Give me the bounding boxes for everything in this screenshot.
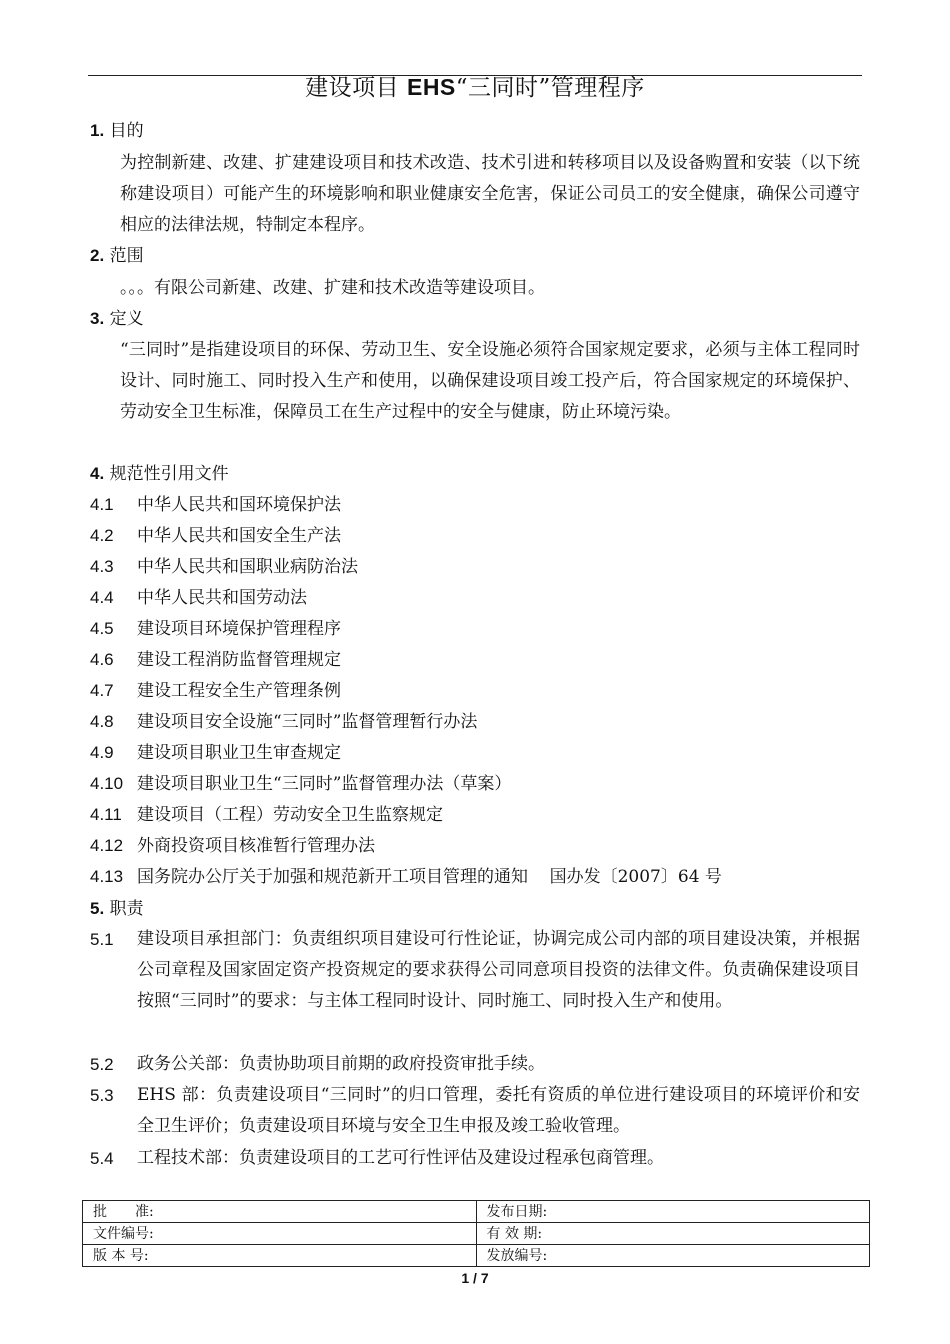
reference-item (90, 834, 375, 858)
responsibility-text: EHS 部：负责建设项目“三同时”的归口管理，委托有资质的单位进行建设项目的环境评价和安全卫生评价；负责建设项目环境与安全卫生申报及竣工验收管理。 (137, 1085, 860, 1136)
section-2-body: 。。。有限公司新建、改建、扩建和技术改造等建设项目。 (120, 278, 545, 298)
reference-item (90, 679, 341, 703)
document-title (0, 72, 950, 103)
section-1-heading (90, 119, 144, 143)
page-number: 1 / 7 (461, 1270, 489, 1286)
version-cell: 版 本 号: (83, 1245, 477, 1267)
reference-item (90, 555, 358, 579)
section-4-heading (90, 462, 229, 486)
reference-number: 4.6 (90, 650, 114, 669)
reference-item (90, 803, 443, 827)
reference-item (90, 741, 341, 765)
reference-number: 4.12 (90, 836, 124, 855)
reference-number: 4.2 (90, 526, 114, 545)
reference-text: 建设项目职业卫生审查规定 (137, 743, 341, 763)
reference-item (90, 772, 511, 796)
reference-item (90, 710, 477, 734)
reference-number: 4.4 (90, 588, 114, 607)
reference-number: 4.1 (90, 495, 114, 514)
reference-item (90, 617, 341, 641)
reference-text: 建设项目职业卫生“三同时”监督管理办法（草案） (137, 774, 512, 794)
reference-text: 建设项目环境保护管理程序 (137, 619, 341, 639)
section-number: 2. (90, 246, 105, 265)
reference-number: 4.7 (90, 681, 114, 700)
section-5-heading (90, 897, 144, 921)
publish-date-cell: 发布日期: (476, 1201, 870, 1223)
section-number: 3. (90, 309, 105, 328)
section-number: 1. (90, 121, 105, 140)
responsibility-item (90, 1049, 860, 1080)
reference-item (90, 493, 341, 517)
valid-period-cell: 有 效 期: (476, 1223, 870, 1245)
reference-item (90, 648, 341, 672)
responsibility-text: 建设项目承担部门：负责组织项目建设可行性论证，协调完成公司内部的项目建设决策，并根据公司章程及国家固定资产投资规定的要求获得公司同意项目投资的法律文件。负责确保建设项目按照“三同时”的要求：与主体工程同时设计、同时施工、同时投入生产和使用。 (137, 929, 860, 1011)
reference-number: 4.3 (90, 557, 114, 576)
reference-number: 4.13 (90, 867, 124, 886)
reference-text: 建设工程消防监督管理规定 (137, 650, 341, 670)
section-title: 规范性引用文件 (109, 464, 229, 484)
reference-text: 建设项目（工程）劳动安全卫生监察规定 (137, 805, 443, 825)
responsibility-number: 5.1 (90, 930, 114, 949)
responsibility-item (90, 1143, 860, 1174)
reference-text: 外商投资项目核准暂行管理办法 (137, 836, 375, 856)
title-suffix: “三同时”管理程序 (455, 75, 645, 101)
responsibility-text: 政务公关部：负责协助项目前期的政府投资审批手续。 (137, 1054, 545, 1074)
section-3-body: “三同时”是指建设项目的环保、劳动卫生、安全设施必须符合国家规定要求，必须与主体工程同时设计、同时施工、同时投入生产和使用，以确保建设项目竣工投产后，符合国家规定的环境保护、劳动安全卫生标准，保障员工在生产过程中的安全与健康，防止环境污染。 (120, 340, 860, 422)
reference-number: 4.10 (90, 774, 124, 793)
footer-info-table (82, 1200, 870, 1267)
section-title: 职责 (109, 899, 144, 919)
title-prefix: 建设项目 (305, 75, 407, 101)
reference-text: 建设工程安全生产管理条例 (137, 681, 341, 701)
section-1-body: 为控制新建、改建、扩建建设项目和技术改造、技术引进和转移项目以及设备购置和安装（以下统称建设项目）可能产生的环境影响和职业健康安全危害，保证公司员工的安全健康，确保公司遵守相应的法律法规，特制定本程序。 (120, 153, 860, 235)
reference-item (90, 586, 307, 610)
responsibility-number: 5.3 (90, 1086, 114, 1105)
reference-text: 中华人民共和国安全生产法 (137, 526, 341, 546)
approve-cell: 批 准: (83, 1201, 477, 1223)
responsibility-item (90, 924, 860, 1017)
section-title: 范围 (109, 246, 144, 266)
title-ehs: EHS (406, 74, 456, 100)
responsibility-item (90, 1080, 860, 1142)
section-2-heading (90, 244, 144, 268)
reference-text: 中华人民共和国劳动法 (137, 588, 307, 608)
section-number: 4. (90, 464, 105, 483)
section-title: 目的 (109, 121, 144, 141)
reference-item (90, 865, 722, 889)
responsibility-text: 工程技术部：负责建设项目的工艺可行性评估及建设过程承包商管理。 (137, 1148, 664, 1168)
responsibility-number: 5.4 (90, 1149, 114, 1168)
reference-number: 4.8 (90, 712, 114, 731)
reference-number: 4.9 (90, 743, 114, 762)
doc-number-cell: 文件编号: (83, 1223, 477, 1245)
responsibility-number: 5.2 (90, 1055, 114, 1074)
section-number: 5. (90, 899, 105, 918)
reference-text: 建设项目安全设施“三同时”监督管理暂行办法 (137, 712, 478, 732)
section-3-heading (90, 307, 144, 331)
reference-text: 中华人民共和国环境保护法 (137, 495, 341, 515)
reference-number: 4.11 (90, 805, 122, 824)
section-title: 定义 (109, 309, 144, 329)
distribution-number-cell: 发放编号: (476, 1245, 870, 1267)
reference-number: 4.5 (90, 619, 114, 638)
reference-item (90, 524, 341, 548)
reference-text: 国务院办公厅关于加强和规范新开工项目管理的通知 国办发〔2007〕64 号 (137, 867, 722, 887)
reference-text: 中华人民共和国职业病防治法 (137, 557, 358, 577)
